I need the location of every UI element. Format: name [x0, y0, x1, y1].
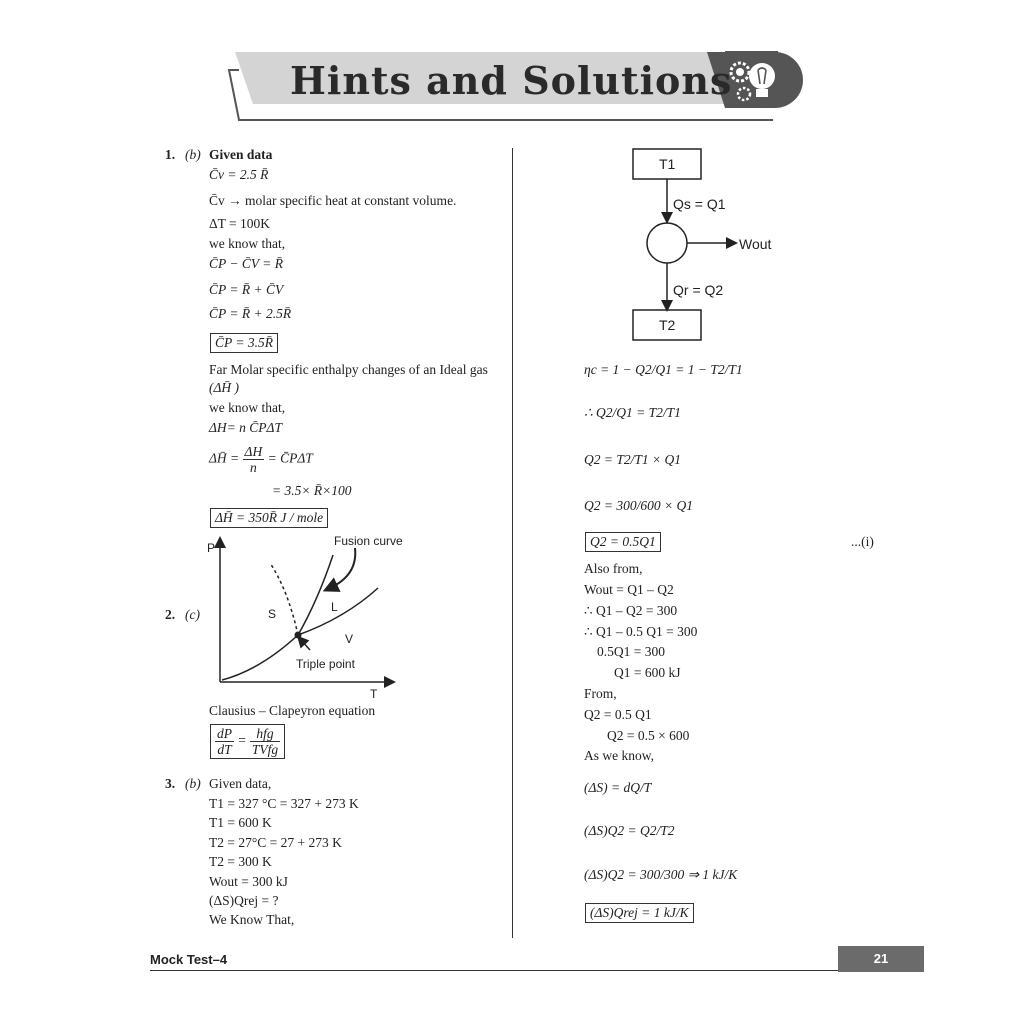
q2-eq: Q2 = T2/T1 × Q1	[584, 452, 681, 467]
q2-option: (c)	[185, 607, 200, 622]
right-line: Q1 = 600 kJ	[614, 665, 681, 680]
entropy-eq: (ΔS) = dQ/T	[584, 780, 652, 795]
q3-line: T2 = 300 K	[209, 854, 272, 869]
equation-tag: ...(i)	[851, 534, 874, 549]
q3-line: T2 = 27°C = 27 + 273 K	[209, 835, 342, 850]
q1-boxed-result: ΔH̄ = 350R̄ J / mole	[210, 508, 328, 528]
q2-frac-left-num: dP	[217, 726, 232, 741]
vaporization-curve-low	[222, 635, 298, 680]
q1-line: = 3.5× R̄×100	[272, 483, 352, 498]
q2-frac-left	[215, 726, 234, 757]
q3-option: (b)	[185, 776, 201, 791]
q3-line: We Know That,	[209, 912, 295, 927]
gear-bulb-icon	[722, 52, 782, 108]
q3-line: (ΔS)Qrej = ?	[209, 893, 279, 908]
q1-line: we know that,	[209, 400, 286, 415]
p-axis-label: P	[207, 541, 216, 555]
right-line: Wout = Q1 – Q2	[584, 582, 674, 597]
q1-line: ΔT = 100K	[209, 216, 271, 231]
right-line: Also from,	[584, 561, 643, 576]
q3-line: Wout = 300 kJ	[209, 874, 288, 889]
q1-line: C̄P = R̄ + C̄V	[209, 282, 284, 297]
q2-number: 2.	[165, 607, 176, 622]
phase-diagram	[200, 530, 510, 705]
triple-pointer-arrow	[301, 640, 310, 650]
qs-label: Qs = Q1	[673, 196, 726, 212]
q1-line: C̄P − C̄V = R̄	[209, 256, 283, 271]
footer-rule	[150, 970, 924, 971]
liquid-label: L	[331, 600, 338, 614]
right-line: As we know,	[584, 748, 654, 763]
q1-line: (ΔH̄ )	[209, 380, 240, 395]
q1-line: we know that,	[209, 236, 286, 251]
solid-label: S	[268, 607, 277, 621]
right-line: 0.5Q1 = 300	[597, 644, 665, 659]
triple-point-marker	[295, 632, 302, 639]
q2-boxed-result: Q2 = 0.5Q1	[585, 532, 661, 552]
page-title: Hints and Solutions	[290, 58, 733, 103]
q1-line: ΔH= n C̄PΔT	[209, 420, 282, 435]
q1-heading: Given data	[209, 147, 273, 162]
q1-eq-right: = C̄PΔT	[267, 450, 313, 466]
q3-number: 3.	[165, 776, 176, 791]
footer-section-label: Mock Test–4	[150, 952, 228, 967]
efficiency-eq: ηc = 1 − Q2/Q1 = 1 − T2/T1	[584, 362, 743, 377]
engine-circle	[647, 223, 687, 263]
q3-line: T1 = 327 °C = 327 + 273 K	[209, 796, 359, 811]
q2-eq-label: Clausius – Clapeyron equation	[209, 703, 376, 718]
entropy-q2-eq: (ΔS)Q2 = Q2/T2	[584, 823, 675, 838]
fusion-curve-label: Fusion curve	[334, 534, 403, 548]
wout-label: Wout	[739, 236, 772, 252]
entropy-boxed-result: (ΔS)Qrej = 1 kJ/K	[585, 903, 694, 923]
qr-label: Qr = Q2	[673, 282, 724, 298]
q1-eq-left: ΔH̄ =	[209, 450, 240, 466]
right-line: Q2 = 0.5 × 600	[607, 728, 690, 743]
dashed-curve	[270, 563, 298, 635]
t1-label: T1	[659, 156, 676, 172]
q2-boxed-equation: $\frac{dP}{dT}$ = $\frac{\text{hfg}}{\text{TVfg}}$	[210, 724, 285, 759]
q2-frac-right-num: hfg	[250, 726, 280, 742]
q2-frac-right	[250, 726, 280, 757]
q3-line: T1 = 600 K	[209, 815, 272, 830]
q3-heading: Given data,	[209, 776, 272, 791]
vapour-label: V	[345, 632, 354, 646]
right-line: From,	[584, 686, 617, 701]
q2-numeric-eq: Q2 = 300/600 × Q1	[584, 498, 693, 513]
fusion-pointer-arrow	[330, 548, 355, 588]
q2-frac-right-den: TVfg	[251, 742, 279, 757]
q1-number: 1.	[165, 147, 176, 162]
q1-option: (b)	[185, 147, 201, 162]
ratio-eq: ∴ Q2/Q1 = T2/T1	[584, 405, 681, 420]
q1-frac-den: n	[250, 460, 257, 475]
right-line: ∴ Q1 – Q2 = 300	[584, 603, 678, 618]
q1-line: C̄v → molar specific heat at constant volume.	[209, 193, 457, 208]
t-axis-label: T	[370, 687, 378, 701]
page-number: 21	[838, 946, 924, 972]
column-divider	[512, 148, 513, 938]
q1-fraction-eq	[209, 444, 313, 475]
triple-point-label: Triple point	[296, 657, 355, 671]
q1-line: C̄P = R̄ + 2.5R̄	[209, 306, 292, 321]
q1-frac-num: ΔH	[244, 444, 263, 459]
t2-label: T2	[659, 317, 676, 333]
q2-frac-left-den: dT	[217, 742, 232, 757]
right-line: ∴ Q1 – 0.5 Q1 = 300	[584, 624, 698, 639]
q1-line: C̄v = 2.5 R̄	[209, 167, 269, 182]
q1-line: Far Molar specific enthalpy changes of an Ideal gas	[209, 362, 488, 377]
entropy-value-eq: (ΔS)Q2 = 300/300 ⇒ 1 kJ/K	[584, 867, 738, 882]
right-line: Q2 = 0.5 Q1	[584, 707, 652, 722]
q1-boxed-result: C̄P = 3.5R̄	[210, 333, 278, 353]
q1-frac	[243, 444, 265, 475]
